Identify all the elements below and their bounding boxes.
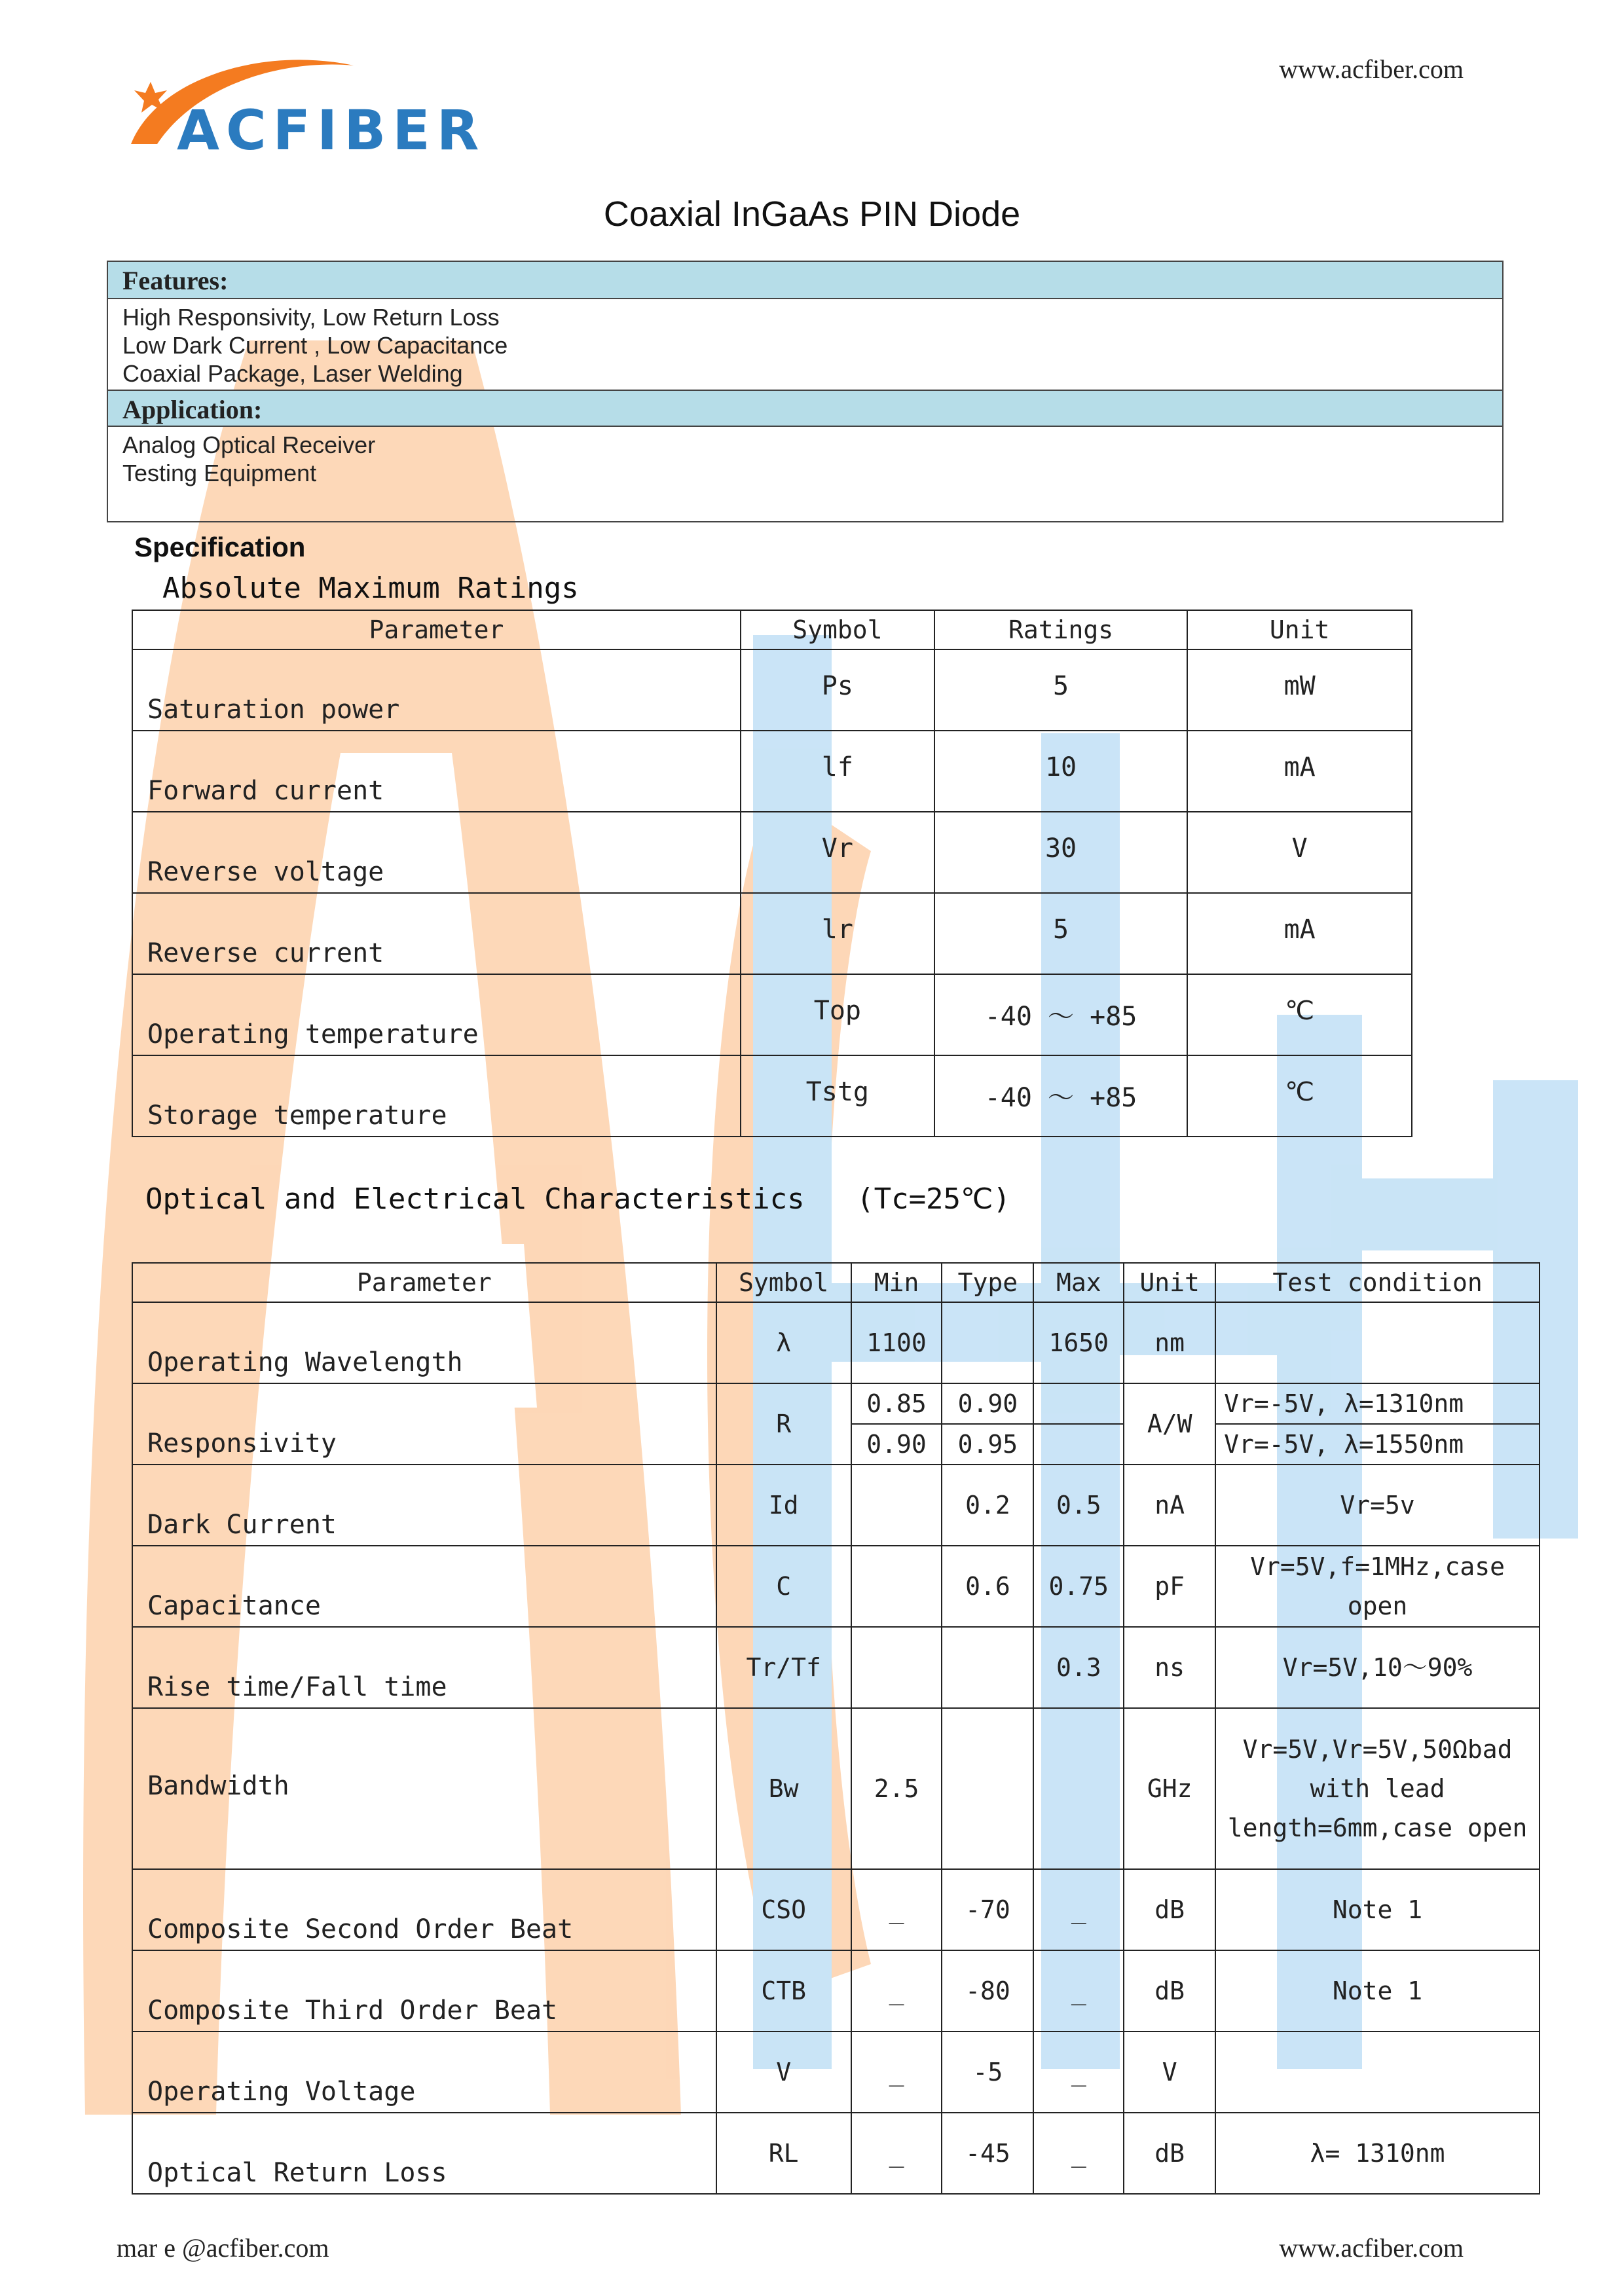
unit-cell: A/W (1124, 1383, 1215, 1465)
condition-cell: Note 1 (1215, 1950, 1540, 2032)
table-row (132, 1708, 1540, 1869)
feature-item: High Responsivity, Low Return Loss (122, 304, 500, 331)
optical-electrical-table (132, 1262, 1540, 2195)
condition-cell: Vr=-5V, λ=1550nm (1215, 1424, 1540, 1465)
logo-text: ACFIBER (177, 98, 486, 162)
rating-cell: -40 ～ +85 (934, 1055, 1188, 1137)
col-header: Unit (1187, 610, 1412, 649)
table-row (132, 2032, 1540, 2113)
unit-cell: mW (1187, 649, 1412, 731)
min-cell: _ (851, 1869, 942, 1950)
symbol-cell: Tr/Tf (716, 1627, 851, 1708)
parameter-cell: Operating Wavelength (132, 1302, 716, 1383)
unit-cell: nA (1124, 1465, 1215, 1546)
unit-cell: nm (1124, 1302, 1215, 1383)
rating-cell: 30 (934, 812, 1188, 893)
col-header: Parameter (132, 1263, 716, 1302)
max-cell: 0.5 (1033, 1465, 1124, 1546)
type-cell: 0.90 (942, 1383, 1033, 1424)
parameter-cell: Reverse voltage (132, 812, 741, 893)
application-heading: Application: (108, 390, 1502, 427)
type-cell (942, 1627, 1033, 1708)
col-header: Max (1033, 1263, 1124, 1302)
condition-cell: λ= 1310nm (1215, 2113, 1540, 2194)
parameter-cell: Operating Voltage (132, 2032, 716, 2113)
unit-cell: ℃ (1187, 1055, 1412, 1137)
type-cell: -70 (942, 1869, 1033, 1950)
parameter-cell: Dark Current (132, 1465, 716, 1546)
min-cell: 0.85 (851, 1383, 942, 1424)
condition-cell: Vr=5v (1215, 1465, 1540, 1546)
min-cell: _ (851, 2032, 942, 2113)
table-row (132, 1055, 1412, 1137)
unit-cell: dB (1124, 2113, 1215, 2194)
min-cell (851, 1465, 942, 1546)
parameter-cell: Operating temperature (132, 974, 741, 1055)
type-cell (942, 1708, 1033, 1869)
col-header: Test condition (1215, 1263, 1540, 1302)
unit-cell: mA (1187, 893, 1412, 974)
condition-cell (1215, 1302, 1540, 1383)
max-cell (1033, 1708, 1124, 1869)
symbol-cell: CTB (716, 1950, 851, 2032)
symbol-cell: λ (716, 1302, 851, 1383)
condition-cell: Vr=5V,f=1MHz,case open (1215, 1546, 1540, 1627)
features-application-box (107, 261, 1504, 522)
parameter-cell: Composite Second Order Beat (132, 1869, 716, 1950)
abs-max-title: Absolute Maximum Ratings (162, 572, 579, 605)
optical-title: Optical and Electrical Characteristics (Tc=25℃) (145, 1182, 1010, 1216)
abs-max-table (132, 610, 1412, 1137)
symbol-cell: V (716, 2032, 851, 2113)
table-row (132, 974, 1412, 1055)
max-cell: 1650 (1033, 1302, 1124, 1383)
table-row (132, 1302, 1540, 1383)
col-header: Symbol (741, 610, 934, 649)
unit-cell: dB (1124, 1950, 1215, 2032)
table-row (132, 1627, 1540, 1708)
table-row (132, 649, 1412, 731)
condition-cell (1215, 2032, 1540, 2113)
parameter-cell: Capacitance (132, 1546, 716, 1627)
table-row (132, 1546, 1540, 1627)
parameter-cell: Optical Return Loss (132, 2113, 716, 2194)
unit-cell: ns (1124, 1627, 1215, 1708)
table-row (132, 812, 1412, 893)
rating-cell: 10 (934, 731, 1188, 812)
feature-item: Low Dark Current , Low Capacitance (122, 332, 508, 359)
application-item: Analog Optical Receiver (122, 431, 376, 458)
rating-cell: 5 (934, 893, 1188, 974)
col-header: Parameter (132, 610, 741, 649)
parameter-cell: Composite Third Order Beat (132, 1950, 716, 2032)
symbol-cell: RL (716, 2113, 851, 2194)
unit-cell: ℃ (1187, 974, 1412, 1055)
min-cell: 2.5 (851, 1708, 942, 1869)
min-cell: 1100 (851, 1302, 942, 1383)
rating-cell: -40 ～ +85 (934, 974, 1188, 1055)
condition-cell: Note 1 (1215, 1869, 1540, 1950)
max-cell: _ (1033, 2113, 1124, 2194)
symbol-cell: Ps (741, 649, 934, 731)
type-cell: 0.95 (942, 1424, 1033, 1465)
unit-cell: dB (1124, 1869, 1215, 1950)
type-cell: -5 (942, 2032, 1033, 2113)
table-row (132, 731, 1412, 812)
parameter-cell: Storage temperature (132, 1055, 741, 1137)
footer-email[interactable]: mar e @acfiber.com (117, 2233, 329, 2263)
type-cell (942, 1302, 1033, 1383)
max-cell: 0.75 (1033, 1546, 1124, 1627)
condition-cell: Vr=5V,10～90% (1215, 1627, 1540, 1708)
min-cell: _ (851, 2113, 942, 2194)
parameter-cell: Bandwidth (132, 1708, 716, 1869)
symbol-cell: lr (741, 893, 934, 974)
condition-cell: Vr=-5V, λ=1310nm (1215, 1383, 1540, 1424)
rating-cell: 5 (934, 649, 1188, 731)
application-item: Testing Equipment (122, 460, 317, 486)
unit-cell: mA (1187, 731, 1412, 812)
symbol-cell: Vr (741, 812, 934, 893)
type-cell: 0.2 (942, 1465, 1033, 1546)
features-heading: Features: (108, 262, 1502, 299)
parameter-cell: Rise time/Fall time (132, 1627, 716, 1708)
symbol-cell: Bw (716, 1708, 851, 1869)
symbol-cell: R (716, 1383, 851, 1465)
col-header: Min (851, 1263, 942, 1302)
max-cell: 0.3 (1033, 1627, 1124, 1708)
symbol-cell: Top (741, 974, 934, 1055)
specification-heading: Specification (134, 532, 306, 562)
table-header-row (132, 610, 1412, 649)
parameter-cell: Forward current (132, 731, 741, 812)
max-cell: _ (1033, 1869, 1124, 1950)
table-row (132, 1465, 1540, 1546)
features-list (108, 299, 1502, 390)
footer-website[interactable]: www.acfiber.com (1279, 2233, 1464, 2263)
feature-item: Coaxial Package, Laser Welding (122, 360, 463, 387)
website-header[interactable]: www.acfiber.com (1279, 54, 1464, 84)
table-header-row (132, 1263, 1540, 1302)
type-cell: -80 (942, 1950, 1033, 2032)
min-cell (851, 1627, 942, 1708)
type-cell: 0.6 (942, 1546, 1033, 1627)
parameter-cell: Reverse current (132, 893, 741, 974)
table-row (132, 1869, 1540, 1950)
parameter-cell: Saturation power (132, 649, 741, 731)
unit-cell: GHz (1124, 1708, 1215, 1869)
unit-cell: pF (1124, 1546, 1215, 1627)
document-title: Coaxial InGaAs PIN Diode (603, 194, 1021, 234)
parameter-cell: Responsivity (132, 1383, 716, 1465)
col-header: Symbol (716, 1263, 851, 1302)
symbol-cell: Id (716, 1465, 851, 1546)
table-row (132, 2113, 1540, 2194)
application-list (108, 427, 1502, 522)
table-row (132, 1383, 1540, 1424)
min-cell (851, 1546, 942, 1627)
max-cell: _ (1033, 1950, 1124, 2032)
table-row (132, 1950, 1540, 2032)
col-header: Type (942, 1263, 1033, 1302)
min-cell: 0.90 (851, 1424, 942, 1465)
max-cell (1033, 1383, 1124, 1424)
symbol-cell: lf (741, 731, 934, 812)
col-header: Ratings (934, 610, 1188, 649)
table-row (132, 893, 1412, 974)
symbol-cell: C (716, 1546, 851, 1627)
unit-cell: V (1187, 812, 1412, 893)
max-cell (1033, 1424, 1124, 1465)
type-cell: -45 (942, 2113, 1033, 2194)
col-header: Unit (1124, 1263, 1215, 1302)
min-cell: _ (851, 1950, 942, 2032)
unit-cell: V (1124, 2032, 1215, 2113)
symbol-cell: CSO (716, 1869, 851, 1950)
symbol-cell: Tstg (741, 1055, 934, 1137)
condition-cell: Vr=5V,Vr=5V,50Ωbad with lead length=6mm,case open (1215, 1708, 1540, 1869)
max-cell: _ (1033, 2032, 1124, 2113)
